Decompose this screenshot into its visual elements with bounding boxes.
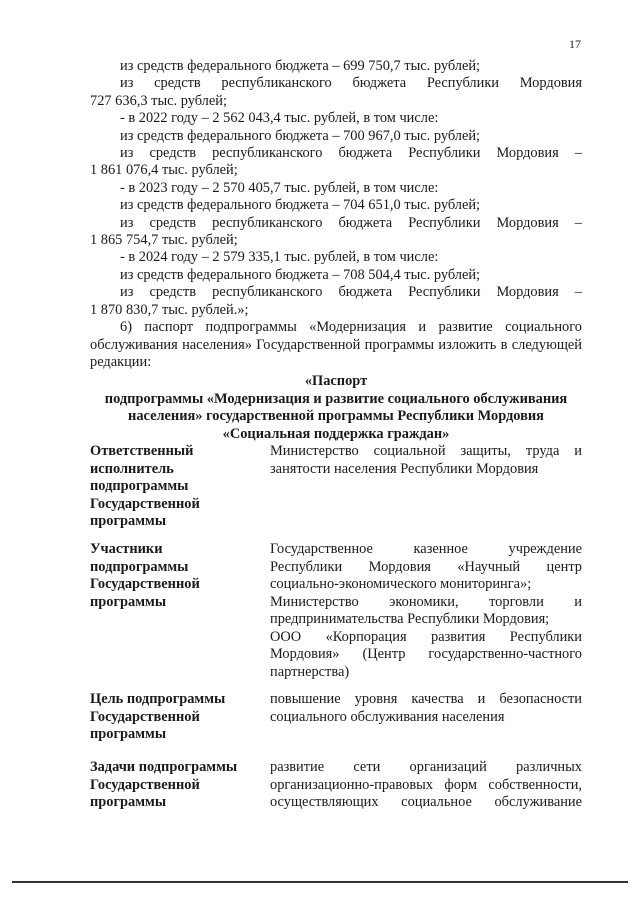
- label-line: Задачи подпрограммы: [90, 759, 238, 775]
- funding-line: из средств республиканского бюджета Республики Мордовия: [120, 75, 582, 92]
- label-line: программы: [90, 513, 167, 529]
- funding-line: из средств федерального бюджета – 708 504,4 тыс. рублей;: [120, 266, 481, 283]
- label-line: подпрограммы: [90, 478, 189, 494]
- label-line: программы: [90, 794, 167, 810]
- passport-title-line: «Паспорт: [304, 373, 368, 389]
- value-line: предпринимательства Республики Мордовия;: [270, 611, 550, 627]
- funding-line: 1 861 076,4 тыс. рублей;: [90, 162, 238, 179]
- passport-title-line: населения» государственной программы Республики Мордовия: [128, 408, 544, 424]
- label-line: Ответственный: [90, 443, 194, 459]
- label-line: программы: [90, 726, 167, 742]
- value-line: ООО «Корпорация развития Республики: [270, 628, 582, 645]
- passport-row-label: [90, 759, 265, 812]
- passport-title-line: подпрограммы «Модернизация и развитие социального обслуживания: [104, 390, 568, 407]
- funding-line: - в 2023 году – 2 570 405,7 тыс. рублей, в том числе:: [120, 179, 439, 196]
- funding-line: - в 2024 году – 2 579 335,1 тыс. рублей, в том числе:: [120, 249, 439, 266]
- value-line: Государственное казенное учреждение: [270, 541, 582, 557]
- label-line: исполнитель: [90, 460, 174, 477]
- funding-line: 727 636,3 тыс. рублей;: [90, 92, 227, 109]
- passport-row-label: [90, 691, 265, 744]
- page-number: 17: [569, 37, 581, 51]
- value-line: Министерство социальной защиты, труда и: [270, 443, 582, 459]
- value-line: осуществляющих социальное обслуживание: [270, 794, 582, 810]
- funding-line: из средств федерального бюджета – 699 750,7 тыс. рублей;: [120, 58, 481, 74]
- funding-line: из средств республиканского бюджета Республики Мордовия –: [120, 145, 582, 162]
- value-line: организационно-правовых форм собственности,: [270, 776, 582, 793]
- funding-line: из средств федерального бюджета – 704 651,0 тыс. рублей;: [120, 197, 481, 214]
- passport-title: [90, 373, 582, 443]
- passport-row-value: [270, 759, 582, 812]
- value-line: партнерства): [270, 663, 350, 680]
- funding-line: - в 2022 году – 2 562 043,4 тыс. рублей, в том числе:: [120, 110, 439, 127]
- funding-line: из средств республиканского бюджета Республики Мордовия –: [120, 214, 582, 231]
- label-line: подпрограммы: [90, 558, 189, 575]
- value-line: развитие сети организаций различных: [270, 759, 582, 775]
- passport-title-line: «Социальная поддержка граждан»: [222, 425, 450, 442]
- value-line: Республики Мордовия «Научный центр: [270, 558, 582, 575]
- label-line: Государственной: [90, 576, 200, 592]
- funding-lines: [90, 58, 582, 319]
- value-line: социального обслуживания населения: [270, 708, 505, 725]
- label-line: Государственной: [90, 495, 200, 512]
- funding-line: из средств федерального бюджета – 700 967,0 тыс. рублей;: [120, 127, 481, 144]
- funding-line: из средств республиканского бюджета Республики Мордовия –: [120, 284, 582, 301]
- value-line: повышение уровня качества и безопасности: [270, 691, 582, 707]
- passport-row-value: [270, 443, 582, 478]
- page-bottom-border: [12, 881, 628, 883]
- passport-row-value: [270, 541, 582, 681]
- passport-row-label: [90, 443, 265, 531]
- value-line: социально-экономического мониторинга»;: [270, 576, 532, 592]
- paragraph-6: 6) паспорт подпрограммы «Модернизация и развитие социального обслуживания населения» Государственной программы изложить в следующей редакции:: [90, 319, 582, 370]
- funding-text: [90, 58, 582, 371]
- value-line: занятости населения Республики Мордовия: [270, 460, 539, 477]
- label-line: Цель подпрограммы: [90, 691, 226, 707]
- label-line: программы: [90, 593, 167, 610]
- passport-row-value: [270, 691, 582, 726]
- label-line: Государственной: [90, 708, 200, 725]
- label-line: Государственной: [90, 776, 200, 793]
- funding-line: 1 870 830,7 тыс. рублей.»;: [90, 301, 249, 318]
- value-line: Министерство экономики, торговли и: [270, 593, 582, 610]
- passport-row-label: [90, 541, 265, 611]
- funding-line: 1 865 754,7 тыс. рублей;: [90, 232, 238, 249]
- label-line: Участники: [90, 541, 163, 557]
- value-line: Мордовия» (Центр государственно-частного: [270, 646, 582, 662]
